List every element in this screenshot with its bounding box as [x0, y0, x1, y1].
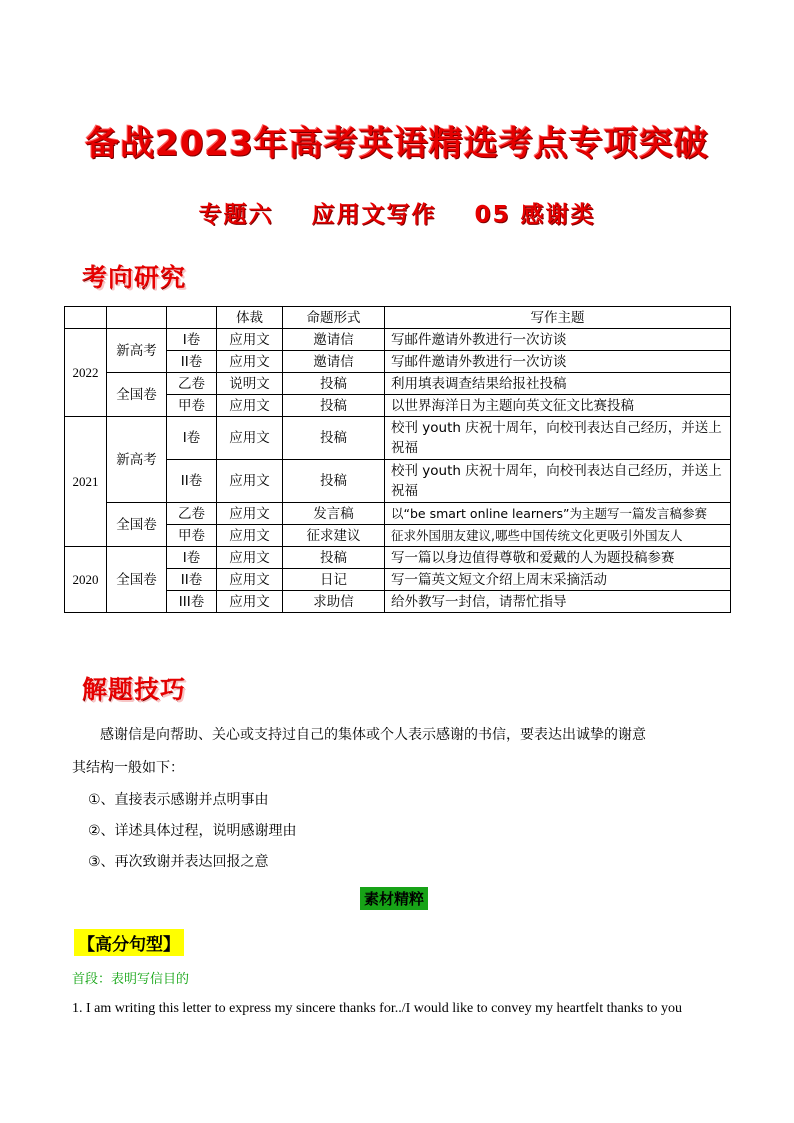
theme-cell: 征求外国朋友建议,哪些中国传统文化更吸引外国友人 [385, 525, 731, 547]
year-cell: 2022 [65, 329, 107, 417]
genre-cell: 说明文 [217, 373, 283, 395]
genre-cell: 应用文 [217, 460, 283, 503]
table-header-cell: 体裁 [217, 307, 283, 329]
genre-cell: 应用文 [217, 351, 283, 373]
section-heading-tips: 解题技巧 [82, 675, 187, 704]
exam-table [64, 306, 731, 613]
format-cell: 发言稿 [283, 503, 385, 525]
year-cell: 2020 [65, 547, 107, 613]
table-header-cell [65, 307, 107, 329]
genre-cell: 应用文 [217, 569, 283, 591]
format-cell: 投稿 [283, 460, 385, 503]
format-cell: 投稿 [283, 547, 385, 569]
exam-type-cell: 全国卷 [107, 373, 167, 417]
paper-cell: 乙卷 [167, 373, 217, 395]
paper-cell: I卷 [167, 329, 217, 351]
theme-cell: 写邮件邀请外教进行一次访谈 [385, 351, 731, 373]
theme-cell: 以“be smart online learners”为主题写一篇发言稿参赛 [385, 503, 731, 525]
exam-type-cell: 全国卷 [107, 547, 167, 613]
genre-cell: 应用文 [217, 395, 283, 417]
main-title: 备战2023年高考英语精选考点专项突破 [85, 124, 709, 164]
high-score-label: 【高分句型】 [74, 929, 184, 956]
table-row [65, 417, 731, 460]
example-sentence: 1. I am writing this letter to express my sincere thanks for../I would like to convey my heartfelt thanks to you [72, 1001, 683, 1016]
theme-cell: 给外教写一封信，请帮忙指导 [385, 591, 731, 613]
theme-cell: 校刊 youth 庆祝十周年，向校刊表达自己经历，并送上祝福 [385, 460, 731, 503]
paper-cell: III卷 [167, 591, 217, 613]
exam-type-cell: 新高考 [107, 417, 167, 503]
year-cell: 2021 [65, 417, 107, 547]
paper-cell: II卷 [167, 569, 217, 591]
format-cell: 邀请信 [283, 351, 385, 373]
section-heading-research: 考向研究 [82, 263, 187, 292]
table-row [65, 329, 731, 351]
format-cell: 投稿 [283, 395, 385, 417]
first-paragraph-label: 首段：表明写信目的 [72, 972, 190, 987]
exam-type-cell: 全国卷 [107, 503, 167, 547]
genre-cell: 应用文 [217, 547, 283, 569]
table-row [65, 503, 731, 525]
table-row [65, 373, 731, 395]
paper-cell: 乙卷 [167, 503, 217, 525]
structure-label: 其结构一般如下： [72, 760, 184, 776]
format-cell: 征求建议 [283, 525, 385, 547]
exam-type-cell: 新高考 [107, 329, 167, 373]
genre-cell: 应用文 [217, 503, 283, 525]
paper-cell: 甲卷 [167, 525, 217, 547]
genre-cell: 应用文 [217, 525, 283, 547]
genre-cell: 应用文 [217, 329, 283, 351]
theme-cell: 写一篇英文短文介绍上周末采摘活动 [385, 569, 731, 591]
sub-title [0, 196, 794, 229]
format-cell: 邀请信 [283, 329, 385, 351]
genre-cell: 应用文 [217, 417, 283, 460]
paper-cell: I卷 [167, 417, 217, 460]
step-item: ③、再次致谢并表达回报之意 [88, 854, 269, 870]
theme-cell: 以世界海洋日为主题向英文征文比赛投稿 [385, 395, 731, 417]
intro-paragraph: 感谢信是向帮助、关心或支持过自己的集体或个人表示感谢的书信，要表达出诚挚的谢意 [100, 727, 646, 743]
sub-title-type: 05 感谢类 [474, 202, 596, 228]
table-header-cell: 写作主题 [385, 307, 731, 329]
step-item: ②、详述具体过程，说明感谢理由 [88, 823, 297, 839]
theme-cell: 利用填表调查结果给报社投稿 [385, 373, 731, 395]
genre-cell: 应用文 [217, 591, 283, 613]
paper-cell: II卷 [167, 460, 217, 503]
table-header-cell [167, 307, 217, 329]
paper-cell: 甲卷 [167, 395, 217, 417]
table-header-cell: 命题形式 [283, 307, 385, 329]
format-cell: 求助信 [283, 591, 385, 613]
theme-cell: 校刊 youth 庆祝十周年，向校刊表达自己经历，并送上祝福 [385, 417, 731, 460]
format-cell: 投稿 [283, 417, 385, 460]
step-item: ①、直接表示感谢并点明事由 [88, 792, 269, 808]
paper-cell: II卷 [167, 351, 217, 373]
theme-cell: 写邮件邀请外教进行一次访谈 [385, 329, 731, 351]
material-badge: 素材精粹 [360, 887, 428, 910]
format-cell: 日记 [283, 569, 385, 591]
format-cell: 投稿 [283, 373, 385, 395]
paper-cell: I卷 [167, 547, 217, 569]
table-header-row [65, 307, 731, 329]
sub-title-category: 应用文写作 [311, 202, 437, 228]
table-row [65, 547, 731, 569]
theme-cell: 写一篇以身边值得尊敬和爱戴的人为题投稿参赛 [385, 547, 731, 569]
table-header-cell [107, 307, 167, 329]
sub-title-topic: 专题六 [198, 202, 274, 228]
